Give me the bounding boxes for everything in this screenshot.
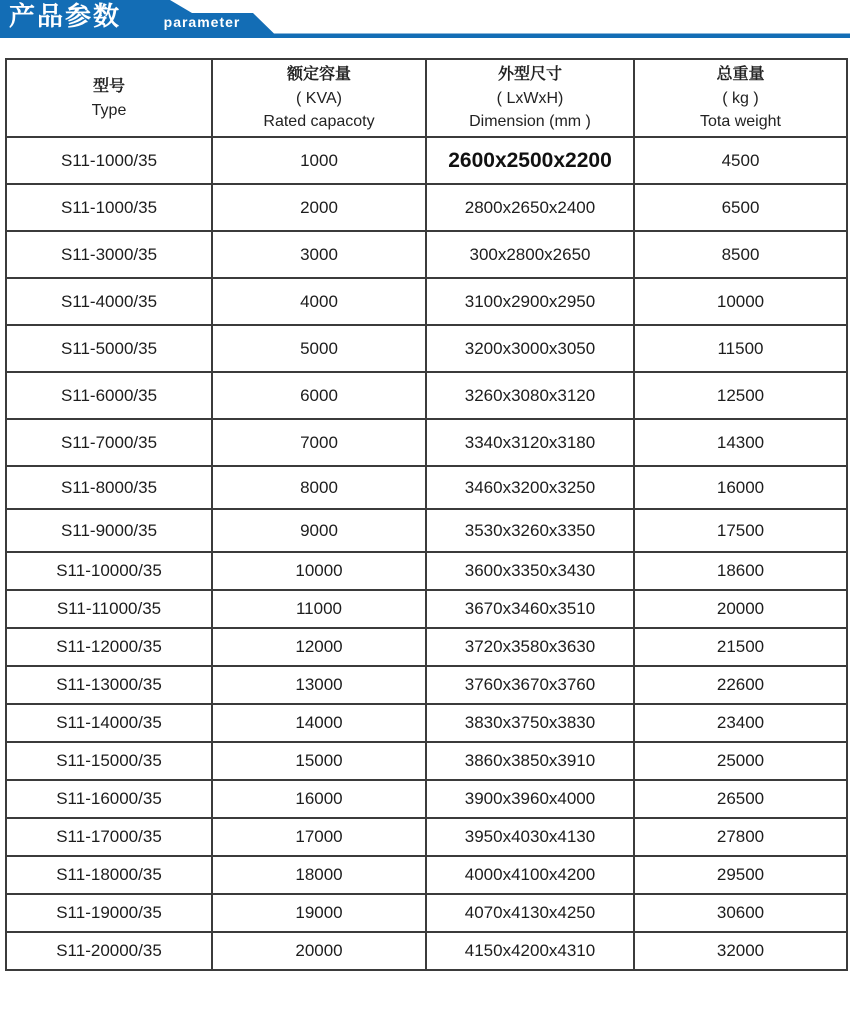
cell-capacity: 17000 (212, 818, 426, 856)
cell-model: S11-10000/35 (6, 552, 212, 590)
table-row (6, 231, 847, 278)
banner (0, 0, 850, 38)
table-row (6, 666, 847, 704)
cell-weight: 11500 (634, 325, 847, 372)
page-title: 产品参数 (9, 1, 122, 31)
cell-dimension: 4070x4130x4250 (426, 894, 634, 932)
cell-weight: 6500 (634, 184, 847, 231)
cell-weight: 22600 (634, 666, 847, 704)
table-row (6, 325, 847, 372)
cell-weight: 14300 (634, 419, 847, 466)
cell-dimension: 3340x3120x3180 (426, 419, 634, 466)
cell-dimension: 300x2800x2650 (426, 231, 634, 278)
col-header-type-en: Type (91, 101, 127, 119)
col-header-weight (634, 59, 847, 137)
cell-dimension: 3720x3580x3630 (426, 628, 634, 666)
cell-weight: 8500 (634, 231, 847, 278)
cell-model: S11-18000/35 (6, 856, 212, 894)
table-row (6, 818, 847, 856)
col-header-dimension-unit: ( LxWxH) (496, 90, 564, 107)
cell-dimension: 2800x2650x2400 (426, 184, 634, 231)
cell-model: S11-19000/35 (6, 894, 212, 932)
cell-dimension: 4000x4100x4200 (426, 856, 634, 894)
table-row (6, 704, 847, 742)
cell-weight: 27800 (634, 818, 847, 856)
cell-model: S11-8000/35 (6, 466, 212, 509)
col-header-weight-en: Tota weight (700, 113, 781, 130)
cell-capacity: 14000 (212, 704, 426, 742)
cell-capacity: 9000 (212, 509, 426, 552)
cell-capacity: 5000 (212, 325, 426, 372)
cell-capacity: 7000 (212, 419, 426, 466)
cell-dimension: 3260x3080x3120 (426, 372, 634, 419)
cell-model: S11-14000/35 (6, 704, 212, 742)
banner-ribbon-shape (0, 0, 850, 38)
parameter-table (5, 58, 848, 971)
cell-dimension: 4150x4200x4310 (426, 932, 634, 970)
col-header-dimension-zh: 外型尺寸 (497, 66, 562, 83)
cell-capacity: 20000 (212, 932, 426, 970)
table-row (6, 466, 847, 509)
cell-capacity: 19000 (212, 894, 426, 932)
cell-weight: 4500 (634, 137, 847, 184)
table-row (6, 780, 847, 818)
header-row (6, 59, 847, 137)
table-row (6, 590, 847, 628)
table-row (6, 628, 847, 666)
cell-weight: 17500 (634, 509, 847, 552)
cell-capacity: 18000 (212, 856, 426, 894)
table-row (6, 552, 847, 590)
table-row (6, 856, 847, 894)
col-header-type (6, 59, 212, 137)
table-row (6, 137, 847, 184)
cell-weight: 26500 (634, 780, 847, 818)
cell-model: S11-6000/35 (6, 372, 212, 419)
cell-model: S11-13000/35 (6, 666, 212, 704)
cell-dimension: 3860x3850x3910 (426, 742, 634, 780)
table-row (6, 372, 847, 419)
table-row (6, 509, 847, 552)
cell-weight: 29500 (634, 856, 847, 894)
col-header-dimension (426, 59, 634, 137)
cell-dimension: 3670x3460x3510 (426, 590, 634, 628)
col-header-weight-unit: ( kg ) (722, 90, 759, 107)
cell-model: S11-4000/35 (6, 278, 212, 325)
col-header-capacity-unit: ( KVA) (296, 90, 342, 107)
col-header-dimension-en: Dimension (mm ) (469, 113, 591, 130)
cell-model: S11-17000/35 (6, 818, 212, 856)
cell-model: S11-1000/35 (6, 184, 212, 231)
cell-weight: 12500 (634, 372, 847, 419)
cell-weight: 18600 (634, 552, 847, 590)
table-row (6, 419, 847, 466)
cell-capacity: 6000 (212, 372, 426, 419)
cell-dimension: 3950x4030x4130 (426, 818, 634, 856)
col-header-capacity-en: Rated capacoty (263, 113, 375, 130)
cell-capacity: 1000 (212, 137, 426, 184)
col-header-type-zh: 型号 (92, 77, 125, 95)
cell-weight: 23400 (634, 704, 847, 742)
table-body (6, 137, 847, 970)
col-header-capacity-zh: 额定容量 (286, 66, 351, 83)
table-row (6, 894, 847, 932)
cell-model: S11-11000/35 (6, 590, 212, 628)
cell-capacity: 2000 (212, 184, 426, 231)
cell-model: S11-12000/35 (6, 628, 212, 666)
cell-weight: 20000 (634, 590, 847, 628)
table-row (6, 184, 847, 231)
col-header-capacity (212, 59, 426, 137)
table-row (6, 742, 847, 780)
cell-capacity: 16000 (212, 780, 426, 818)
cell-capacity: 12000 (212, 628, 426, 666)
table-row (6, 932, 847, 970)
cell-model: S11-3000/35 (6, 231, 212, 278)
cell-weight: 16000 (634, 466, 847, 509)
cell-weight: 10000 (634, 278, 847, 325)
cell-dimension: 2600x2500x2200 (426, 137, 634, 184)
cell-dimension: 3760x3670x3760 (426, 666, 634, 704)
cell-weight: 21500 (634, 628, 847, 666)
col-header-weight-zh: 总重量 (716, 66, 765, 83)
cell-weight: 30600 (634, 894, 847, 932)
cell-model: S11-15000/35 (6, 742, 212, 780)
cell-dimension: 3460x3200x3250 (426, 466, 634, 509)
cell-capacity: 3000 (212, 231, 426, 278)
cell-dimension: 3600x3350x3430 (426, 552, 634, 590)
cell-capacity: 11000 (212, 590, 426, 628)
cell-model: S11-16000/35 (6, 780, 212, 818)
cell-weight: 25000 (634, 742, 847, 780)
cell-dimension: 3530x3260x3350 (426, 509, 634, 552)
cell-capacity: 8000 (212, 466, 426, 509)
cell-dimension: 3830x3750x3830 (426, 704, 634, 742)
cell-model: S11-9000/35 (6, 509, 212, 552)
cell-model: S11-1000/35 (6, 137, 212, 184)
cell-dimension: 3200x3000x3050 (426, 325, 634, 372)
cell-capacity: 15000 (212, 742, 426, 780)
cell-model: S11-20000/35 (6, 932, 212, 970)
table-row (6, 278, 847, 325)
cell-model: S11-5000/35 (6, 325, 212, 372)
cell-model: S11-7000/35 (6, 419, 212, 466)
cell-capacity: 13000 (212, 666, 426, 704)
cell-weight: 32000 (634, 932, 847, 970)
cell-capacity: 4000 (212, 278, 426, 325)
cell-dimension: 3900x3960x4000 (426, 780, 634, 818)
page-subtitle: parameter (163, 14, 241, 30)
cell-dimension: 3100x2900x2950 (426, 278, 634, 325)
cell-capacity: 10000 (212, 552, 426, 590)
banner-ribbon-path (0, 0, 850, 38)
